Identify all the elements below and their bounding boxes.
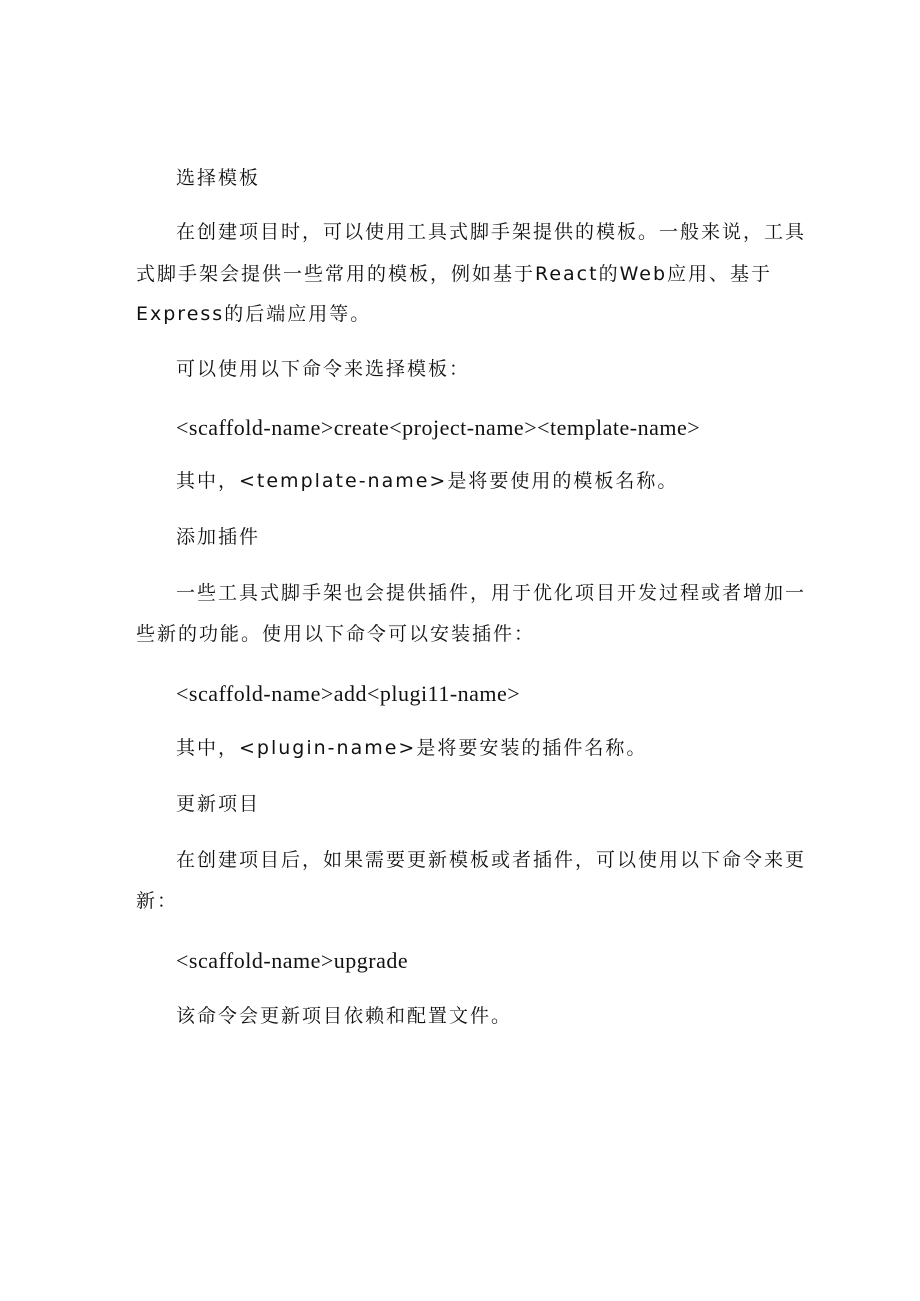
paragraph-line: 在创建项目时，可以使用工具式脚手架提供的模板。一般来说，工具 <box>176 221 807 243</box>
section-heading-update-project: 更新项目 <box>176 793 261 815</box>
command-line: <scaffold-name>create<project-name><template-name> <box>176 415 701 440</box>
paragraph-line: 一些工具式脚手架也会提供插件，用于优化项目开发过程或者增加一 <box>176 582 807 604</box>
command-line: <scaffold-name>upgrade <box>176 948 409 973</box>
section-heading-select-template: 选择模板 <box>176 167 261 189</box>
paragraph-line: 式脚手架会提供一些常用的模板，例如基于React的Web应用、基于 <box>136 263 773 285</box>
command-intro: 可以使用以下命令来选择模板： <box>176 358 471 380</box>
command-note: 其中，<plugin-name>是将要安装的插件名称。 <box>176 737 648 759</box>
paragraph-line: 些新的功能。使用以下命令可以安装插件： <box>136 623 536 645</box>
section-heading-add-plugin: 添加插件 <box>176 526 261 548</box>
paragraph-line: 新： <box>136 890 179 912</box>
paragraph-line: Express的后端应用等。 <box>136 303 372 325</box>
command-note: 其中，<template-name>是将要使用的模板名称。 <box>176 470 679 492</box>
command-note: 该命令会更新项目依赖和配置文件。 <box>176 1005 513 1027</box>
command-line: <scaffold-name>add<plugi11-name> <box>176 681 521 706</box>
paragraph-line: 在创建项目后，如果需要更新模板或者插件，可以使用以下命令来更 <box>176 849 807 871</box>
